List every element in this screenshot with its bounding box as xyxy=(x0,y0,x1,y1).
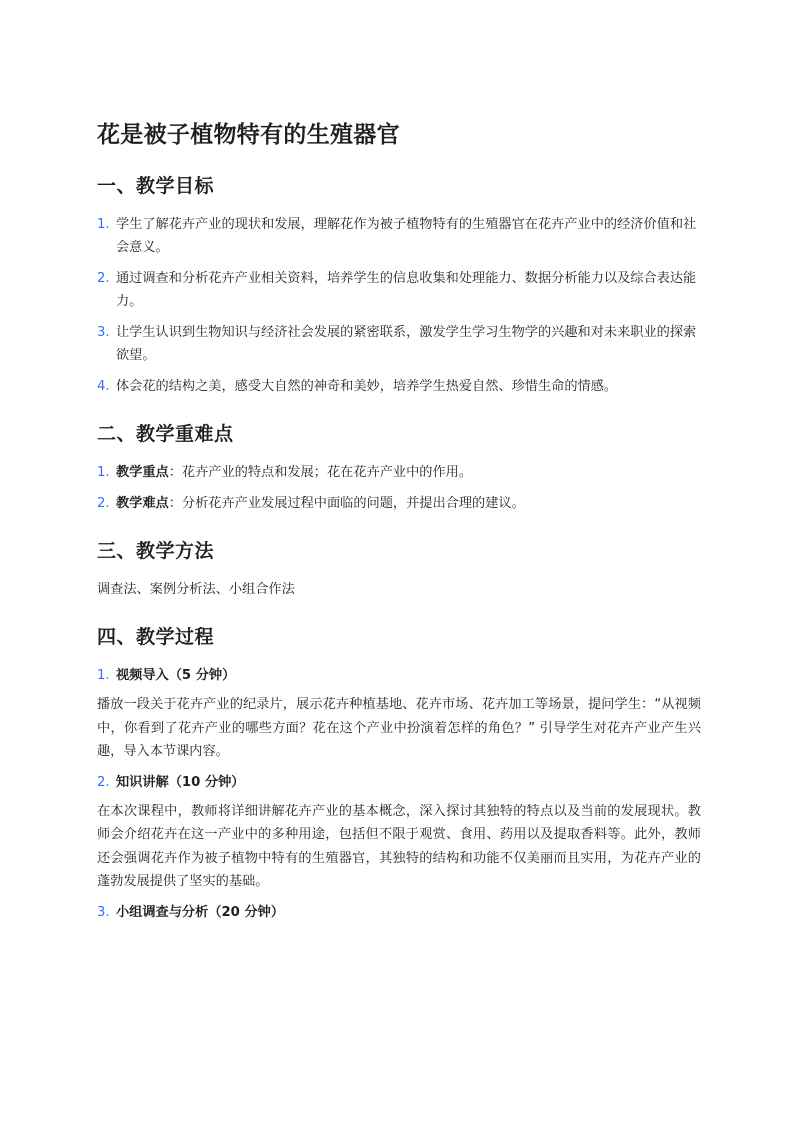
list-item-text: 通过调查和分析花卉产业相关资料，培养学生的信息收集和处理能力、数据分析能力以及综合表达能力。 xyxy=(116,271,697,309)
section-heading-goals: 一、教学目标 xyxy=(97,175,215,197)
process-step-title xyxy=(97,901,701,924)
methods-text: 调查法、案例分析法、小组合作法 xyxy=(97,582,295,597)
list-item xyxy=(97,375,701,398)
list-number: 2. xyxy=(97,774,110,790)
list-item-text: ：花卉产业的特点和发展；花在花卉产业中的作用。 xyxy=(168,465,473,480)
list-number: 2. xyxy=(97,496,110,511)
process-step-title xyxy=(97,771,701,794)
goals-list xyxy=(97,213,701,398)
list-item xyxy=(97,267,701,313)
step-title-text: 小组调查与分析（20 分钟） xyxy=(116,904,285,920)
list-number: 3. xyxy=(97,325,110,340)
process-step-title xyxy=(97,664,701,687)
keypoint-label: 教学重点 xyxy=(116,465,169,480)
step-title-text: 知识讲解（10 分钟） xyxy=(116,774,245,790)
list-number: 1. xyxy=(97,217,110,232)
section-process xyxy=(97,623,701,924)
list-item-text: 让学生认识到生物知识与经济社会发展的紧密联系，激发学生学习生物学的兴趣和对未来职业的探索欲望。 xyxy=(116,325,697,363)
list-number: 3. xyxy=(97,904,110,920)
process-step-body: 播放一段关于花卉产业的纪录片，展示花卉种植基地、花卉市场、花卉加工等场景，提问学生：“从视频中，你看到了花卉产业的哪些方面？花在这个产业中扮演着怎样的角色？” 引导学生对花卉产业产生兴趣，导入本节课内容。 xyxy=(97,697,701,759)
section-methods xyxy=(97,537,701,601)
difficulty-label: 教学难点 xyxy=(116,496,169,511)
list-item-text: 学生了解花卉产业的现状和发展，理解花作为被子植物特有的生殖器官在花卉产业中的经济价值和社会意义。 xyxy=(116,217,697,255)
section-heading-process: 四、教学过程 xyxy=(97,626,215,648)
list-item xyxy=(97,461,701,484)
section-heading-keypoints: 二、教学重难点 xyxy=(97,423,234,445)
section-goals xyxy=(97,172,701,398)
list-item-text: ：分析花卉产业发展过程中面临的问题，并提出合理的建议。 xyxy=(168,496,525,511)
process-step-body: 在本次课程中，教师将详细讲解花卉产业的基本概念，深入探讨其独特的特点以及当前的发展现状。教师会介绍花卉在这一产业中的多种用途，包括但不限于观赏、食用、药用以及提取香料等。此外，教师还会强调花卉作为被子植物中特有的生殖器官，其独特的结构和功能不仅美丽而且实用，为花卉产业的蓬勃发展提供了坚实的基础。 xyxy=(97,803,701,889)
document-title: 花是被子植物特有的生殖器官 xyxy=(97,122,400,148)
list-item-text: 体会花的结构之美，感受大自然的神奇和美妙，培养学生热爱自然、珍惜生命的情感。 xyxy=(116,379,618,394)
section-heading-methods: 三、教学方法 xyxy=(97,540,215,562)
list-number: 4. xyxy=(97,379,110,394)
keypoints-list xyxy=(97,461,701,515)
section-keypoints xyxy=(97,420,701,515)
list-item xyxy=(97,213,701,259)
list-number: 2. xyxy=(97,271,110,286)
list-number: 1. xyxy=(97,465,110,480)
step-title-text: 视频导入（5 分钟） xyxy=(116,668,236,683)
document-page xyxy=(97,118,701,946)
list-item xyxy=(97,492,701,515)
list-number: 1. xyxy=(97,668,110,683)
list-item xyxy=(97,321,701,367)
